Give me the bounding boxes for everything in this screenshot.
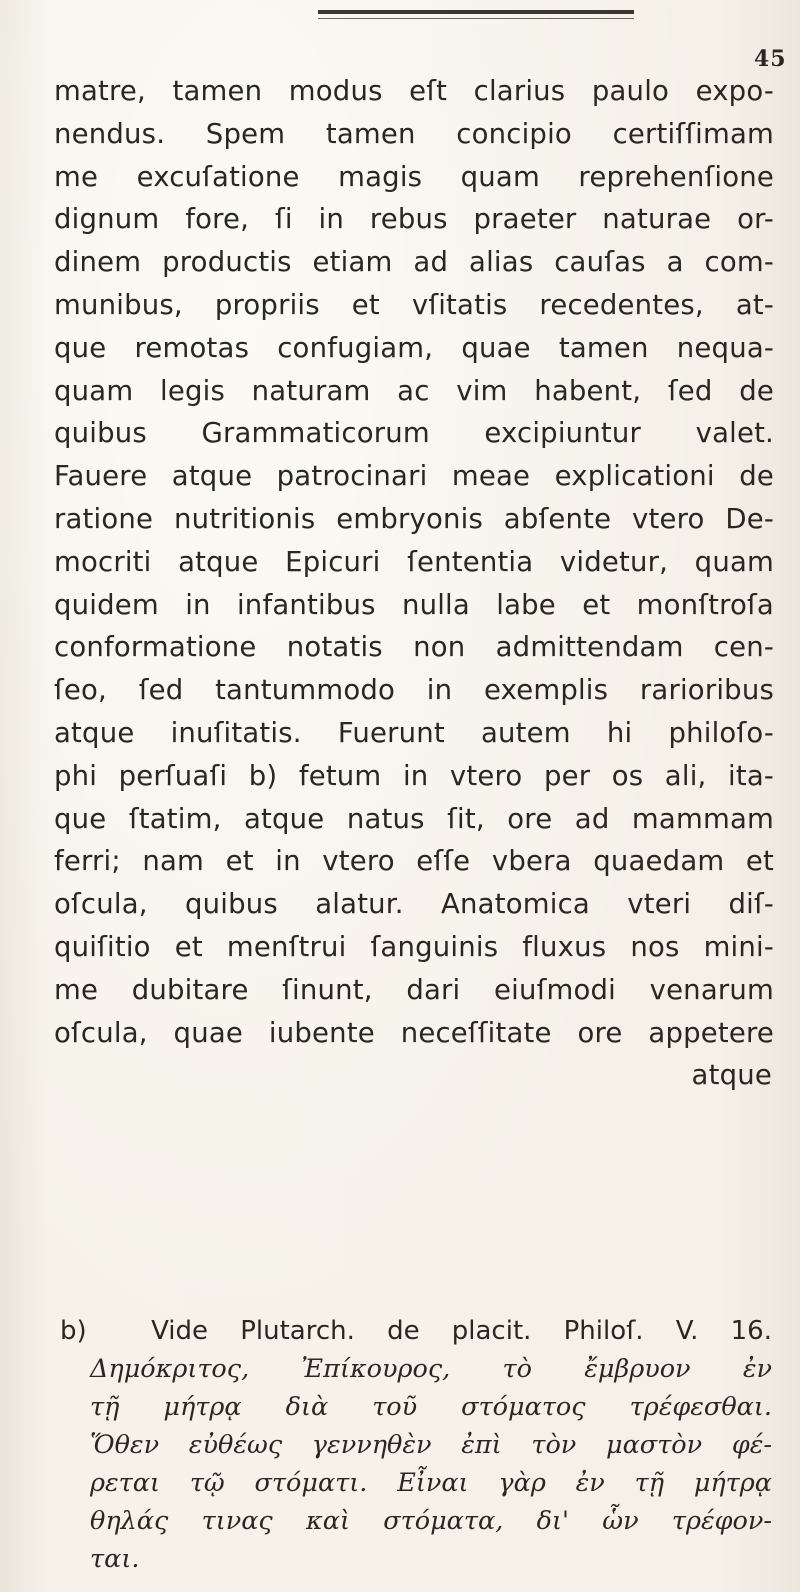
- text-line: oſcula, quibus alatur. Anatomica vteri diſ-: [54, 888, 774, 921]
- main-text-block: [54, 70, 774, 1097]
- text-line: atque inuſitatis. Fuerunt autem hi philoſo-: [54, 716, 774, 749]
- text-line: phi perſuaſi b) fetum in vtero per os ali, ita-: [54, 759, 774, 792]
- text-line: ratione nutritionis embryonis abſente vtero De-: [54, 502, 774, 535]
- text-line: quam legis naturam ac vim habent, ſed de: [54, 374, 774, 407]
- text-line: oſcula, quae iubente neceſſitate ore appetere: [54, 1016, 774, 1049]
- header-thin-rule: [318, 18, 634, 19]
- page-number: 45: [754, 46, 787, 72]
- catchword: atque: [691, 1059, 772, 1092]
- page-header: [0, 0, 800, 72]
- text-line: me excuſatione magis quam reprehenſione: [54, 160, 774, 193]
- footnote-label: b): [60, 1316, 87, 1346]
- text-line: Fauere atque patrocinari meae explicationi de: [54, 460, 774, 493]
- text-line: conformatione notatis non admittendam cen-: [54, 631, 774, 664]
- text-line: quiſitio et menſtrui ſanguinis fluxus nos mini-: [54, 930, 774, 963]
- text-line: que ſtatim, atque natus ſit, ore ad mammam: [54, 802, 774, 835]
- text-line: ferri; nam et in vtero eſſe vbera quaedam et: [54, 845, 774, 878]
- text-line: que remotas confugiam, quae tamen nequa-: [54, 331, 774, 364]
- text-line: me dubitare ſinunt, dari eiuſmodi venarum: [54, 973, 774, 1006]
- text-line: mocriti atque Epicuri ſententia videtur, quam: [54, 545, 774, 578]
- footnote-greek-line: τῇ μήτρᾳ διὰ τοῦ στόματος τρέφεσθαι.: [90, 1392, 772, 1422]
- text-line: dignum fore, ſi in rebus praeter naturae or-: [54, 203, 774, 236]
- text-line: nendus. Spem tamen concipio certiſſimam: [54, 117, 774, 150]
- text-line: munibus, propriis et vſitatis recedentes, at-: [54, 288, 774, 321]
- text-line: matre, tamen modus eſt clarius paulo expo-: [54, 75, 774, 107]
- footnote-greek-line: ρεται τῷ στόματι. Εἶναι γὰρ ἐν τῇ μήτρᾳ: [90, 1468, 772, 1498]
- text-line: ſeo, ſed tantummodo in exemplis rarioribus: [54, 674, 774, 707]
- text-line: quibus Grammaticorum excipiuntur valet.: [54, 417, 774, 450]
- footnote-citation: Vide Plutarch. de placit. Philoſ. V. 16.: [151, 1316, 772, 1346]
- footnote-citation-line: [60, 1312, 772, 1350]
- text-line: dinem productis etiam ad alias cauſas a com-: [54, 246, 774, 279]
- footnote-greek-line: Δημόκριτος, Ἐπίκουρος, τὸ ἔμβρυον ἐν: [90, 1354, 772, 1384]
- footnote-greek-line: ται.: [90, 1544, 140, 1574]
- header-ornament-rule: [318, 10, 634, 14]
- footnote: [60, 1312, 772, 1578]
- footnote-greek-line: Ὅθεν εὐθέως γεννηθὲν ἐπὶ τὸν μαστὸν φέ-: [90, 1430, 772, 1460]
- footnote-greek-line: θηλάς τινας καὶ στόματα, δι' ὧν τρέφον-: [90, 1506, 772, 1536]
- text-line: quidem in infantibus nulla labe et monſtroſa: [54, 588, 774, 621]
